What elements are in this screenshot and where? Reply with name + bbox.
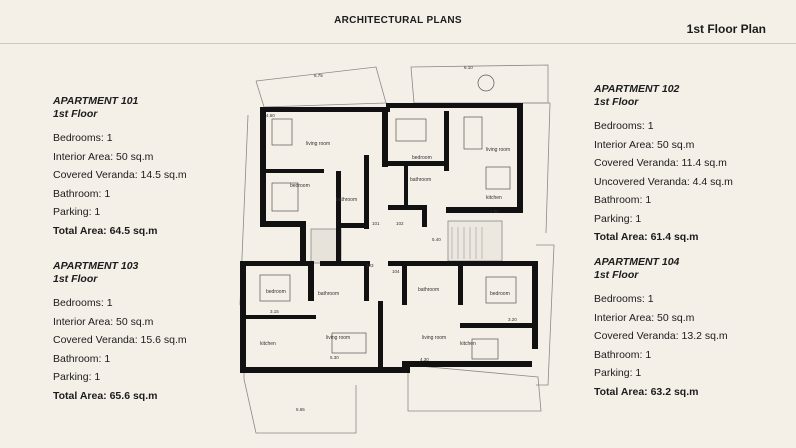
east-balcony-outline bbox=[523, 103, 550, 233]
covered-veranda-line: Covered Veranda: 13.2 sq.m bbox=[594, 330, 728, 342]
wall bbox=[320, 261, 370, 266]
apartment-102-info bbox=[594, 83, 784, 247]
wall bbox=[382, 107, 388, 167]
apartment-name: APARTMENT 101 bbox=[53, 95, 139, 107]
dimension: 5.30 bbox=[330, 355, 339, 360]
total-area-line: Total Area: 63.2 sq.m bbox=[594, 385, 699, 398]
unit-number: 102 bbox=[396, 221, 404, 226]
wall bbox=[308, 261, 314, 301]
bedrooms-line: Bedrooms: 1 bbox=[53, 132, 113, 144]
dimension: 4.60 bbox=[266, 113, 275, 118]
wall bbox=[260, 107, 390, 112]
parking-line: Parking: 1 bbox=[594, 367, 642, 379]
bathroom-line: Bathroom: 1 bbox=[594, 194, 652, 206]
bed-104 bbox=[486, 277, 516, 303]
wall bbox=[458, 265, 463, 305]
unit-number: 104 bbox=[392, 269, 400, 274]
plan-label: bathroom bbox=[410, 177, 432, 183]
apartment-floor: 1st Floor bbox=[594, 96, 639, 108]
bed-103 bbox=[260, 275, 290, 301]
bedrooms-line: Bedrooms: 1 bbox=[594, 120, 654, 132]
apartment-floor: 1st Floor bbox=[53, 108, 98, 120]
wall bbox=[446, 207, 522, 213]
wall bbox=[402, 265, 407, 305]
page-header bbox=[0, 0, 796, 44]
wall bbox=[336, 171, 341, 265]
plan-label: bedroom bbox=[266, 289, 286, 295]
unit-number: 103 bbox=[366, 263, 374, 268]
interior-area-line: Interior Area: 50 sq.m bbox=[594, 138, 695, 151]
uncovered-veranda-line: Uncovered Veranda: 4.4 sq.m bbox=[594, 175, 733, 188]
plan-label: bathroom bbox=[418, 287, 440, 293]
unit-number: 101 bbox=[372, 221, 380, 226]
apartment-floor: 1st Floor bbox=[53, 273, 98, 285]
wall bbox=[404, 163, 408, 207]
dimension: 3.00 bbox=[490, 209, 499, 214]
apartment-name: APARTMENT 104 bbox=[594, 256, 680, 268]
table-102 bbox=[486, 167, 510, 189]
interior-area-line: Interior Area: 50 sq.m bbox=[594, 311, 695, 324]
plan-label: living room bbox=[326, 335, 351, 341]
apartment-name: APARTMENT 102 bbox=[594, 83, 680, 95]
bathroom-line: Bathroom: 1 bbox=[53, 352, 111, 365]
interior-area-line: Interior Area: 50 sq.m bbox=[53, 315, 154, 328]
dimension: 6.75 bbox=[314, 73, 323, 78]
wall bbox=[444, 111, 449, 171]
total-area-line: Total Area: 65.6 sq.m bbox=[53, 389, 158, 402]
page-title: ARCHITECTURAL PLANS bbox=[334, 15, 462, 26]
wall bbox=[517, 103, 523, 213]
total-area-line: Total Area: 64.5 sq.m bbox=[53, 224, 158, 237]
plan-label: living room bbox=[486, 147, 511, 153]
wall bbox=[336, 223, 368, 228]
outdoor-table bbox=[478, 75, 494, 91]
wall bbox=[240, 261, 310, 266]
bedrooms-line: Bedrooms: 1 bbox=[53, 297, 113, 309]
dimension: 5.40 bbox=[432, 237, 441, 242]
stairwell bbox=[448, 221, 502, 261]
north-east-balcony-outline bbox=[411, 65, 548, 103]
header-divider bbox=[0, 43, 796, 44]
parking-line: Parking: 1 bbox=[53, 206, 101, 218]
apartment-floor: 1st Floor bbox=[594, 269, 639, 281]
wall bbox=[386, 103, 522, 108]
plan-label: bedroom bbox=[290, 183, 310, 189]
dimension: 5.65 bbox=[296, 407, 305, 412]
plan-name: 1st Floor Plan bbox=[686, 22, 766, 36]
interior-area-line: Interior Area: 50 sq.m bbox=[53, 150, 154, 163]
plan-label: bathroom bbox=[318, 291, 340, 297]
wall bbox=[422, 205, 427, 227]
dimension: 3.15 bbox=[270, 309, 279, 314]
wall bbox=[246, 315, 316, 319]
plan-label: bedroom bbox=[412, 155, 432, 161]
wall bbox=[240, 261, 246, 371]
plan-label: kitchen bbox=[486, 195, 502, 201]
wall bbox=[460, 323, 536, 328]
plan-label: living room bbox=[306, 141, 331, 147]
bathroom-line: Bathroom: 1 bbox=[53, 187, 111, 200]
wall bbox=[388, 161, 446, 166]
apartment-104-info bbox=[594, 256, 784, 401]
bedrooms-line: Bedrooms: 1 bbox=[594, 293, 654, 305]
wall bbox=[378, 301, 383, 367]
wall bbox=[260, 107, 266, 225]
plan-label: bathroom bbox=[336, 197, 358, 203]
bed-102 bbox=[396, 119, 426, 141]
wall bbox=[300, 221, 306, 265]
wall bbox=[260, 221, 300, 227]
bed-101 bbox=[272, 119, 292, 145]
dimension: 4.30 bbox=[420, 357, 429, 362]
east-balcony-outline-2 bbox=[536, 245, 554, 385]
sofa-102 bbox=[464, 117, 482, 149]
plan-label: living room bbox=[422, 335, 447, 341]
wall bbox=[532, 261, 538, 349]
covered-veranda-line: Covered Veranda: 11.4 sq.m bbox=[594, 157, 727, 169]
covered-veranda-line: Covered Veranda: 14.5 sq.m bbox=[53, 169, 187, 181]
parking-line: Parking: 1 bbox=[594, 212, 642, 225]
dimension: 6.10 bbox=[464, 65, 473, 70]
wall bbox=[240, 367, 410, 373]
table-104 bbox=[472, 339, 498, 359]
plan-label: kitchen bbox=[260, 341, 276, 347]
south-east-balcony-outline bbox=[408, 365, 541, 411]
apartment-101-info bbox=[53, 95, 243, 240]
parking-line: Parking: 1 bbox=[53, 371, 101, 383]
total-area-line: Total Area: 61.4 sq.m bbox=[594, 231, 699, 243]
apartment-103-info bbox=[53, 260, 243, 405]
apartment-name: APARTMENT 103 bbox=[53, 260, 139, 272]
wall bbox=[264, 169, 324, 173]
dimension: 3.20 bbox=[508, 317, 517, 322]
floor-plan-drawing bbox=[236, 55, 558, 437]
wall bbox=[364, 155, 369, 229]
plan-label: bedroom bbox=[490, 291, 510, 297]
plan-label: kitchen bbox=[460, 341, 476, 347]
covered-veranda-line: Covered Veranda: 15.6 sq.m bbox=[53, 334, 187, 346]
bathroom-line: Bathroom: 1 bbox=[594, 348, 652, 361]
